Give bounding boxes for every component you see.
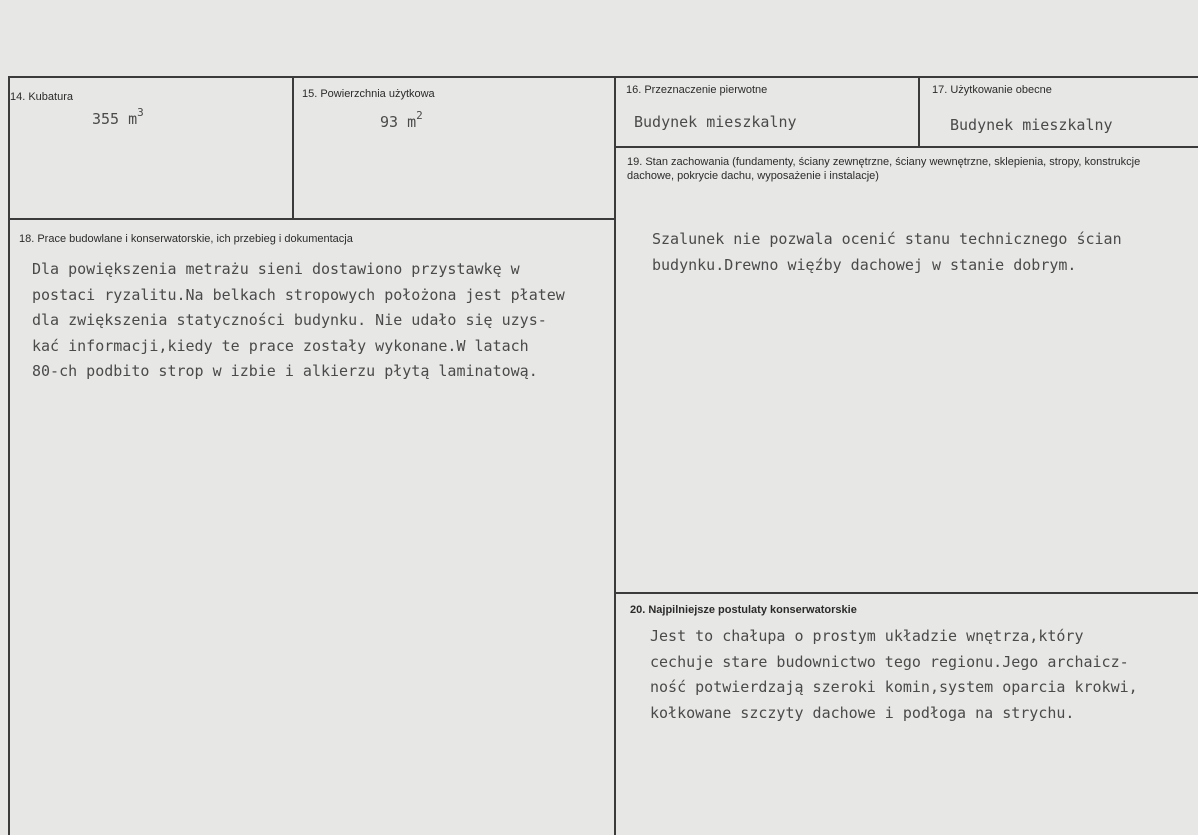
field-14-exponent: 3 <box>137 106 144 119</box>
field-20-line: ność potwierdzają szeroki komin,system oparcia krokwi, <box>650 678 1138 696</box>
field-15-number: 93 <box>380 113 399 131</box>
divider-row2-left <box>8 218 615 220</box>
field-14-label: 14. Kubatura <box>10 91 73 103</box>
field-19-label: 19. Stan zachowania (fundamenty, ściany zewnętrzne, ściany wewnętrzne, sklepienia, stropy, konstrukcje dachowe, pokrycie dachu, wyposażenie i instalacje) <box>627 156 1141 182</box>
field-15-value <box>380 111 423 131</box>
field-18-text <box>32 257 565 385</box>
field-17-label: 17. Użytkowanie obecne <box>932 84 1052 96</box>
divider-row3-right <box>615 592 1198 594</box>
divider-left-edge <box>8 76 10 835</box>
divider-col-14-15 <box>292 76 294 219</box>
field-18-label: 18. Prace budowlane i konserwatorskie, ich przebieg i dokumentacja <box>19 233 353 245</box>
divider-col-16-17 <box>918 76 920 146</box>
field-19-line: Szalunek nie pozwala ocenić stanu technicznego ścian <box>652 230 1122 248</box>
field-16-label: 16. Przeznaczenie pierwotne <box>626 84 768 96</box>
field-18-line: Dla powiększenia metrażu sieni dostawiono przystawkę w <box>32 260 520 278</box>
field-18-line: 80-ch podbito strop w izbie i alkierzu płytą laminatową. <box>32 362 538 380</box>
field-18-line: postaci ryzalitu.Na belkach stropowych położona jest płatew <box>32 285 565 304</box>
field-19-text <box>652 227 1122 278</box>
field-14-number: 355 <box>92 110 120 128</box>
field-15-exponent: 2 <box>416 109 423 122</box>
field-15-unit: m <box>407 113 417 131</box>
field-20-text <box>650 624 1138 726</box>
field-17-value: Budynek mieszkalny <box>950 116 1113 134</box>
field-14-value <box>92 108 144 128</box>
field-18-line: dla zwiększenia statyczności budynku. Nie udało się uzys- <box>32 311 547 329</box>
field-20-label: 20. Najpilniejsze postulaty konserwatorskie <box>630 604 857 616</box>
field-19-line: budynku.Drewno więźby dachowej w stanie dobrym. <box>652 255 1077 274</box>
field-20-line: Jest to chałupa o prostym układzie wnętrza,który <box>650 627 1084 645</box>
field-14-unit: m <box>128 110 138 128</box>
field-18-line: kać informacji,kiedy te prace zostały wykonane.W latach <box>32 336 529 355</box>
field-20-line: cechuje stare budownictwo tego regionu.Jego archaicz- <box>650 652 1129 671</box>
field-15-label: 15. Powierzchnia użytkowa <box>302 88 435 100</box>
divider-row2-right <box>615 146 1198 148</box>
field-20-line: kołkowane szczyty dachowe i podłoga na strychu. <box>650 703 1075 722</box>
field-16-value: Budynek mieszkalny <box>634 113 797 131</box>
divider-top <box>8 76 1198 78</box>
divider-center <box>614 76 616 835</box>
